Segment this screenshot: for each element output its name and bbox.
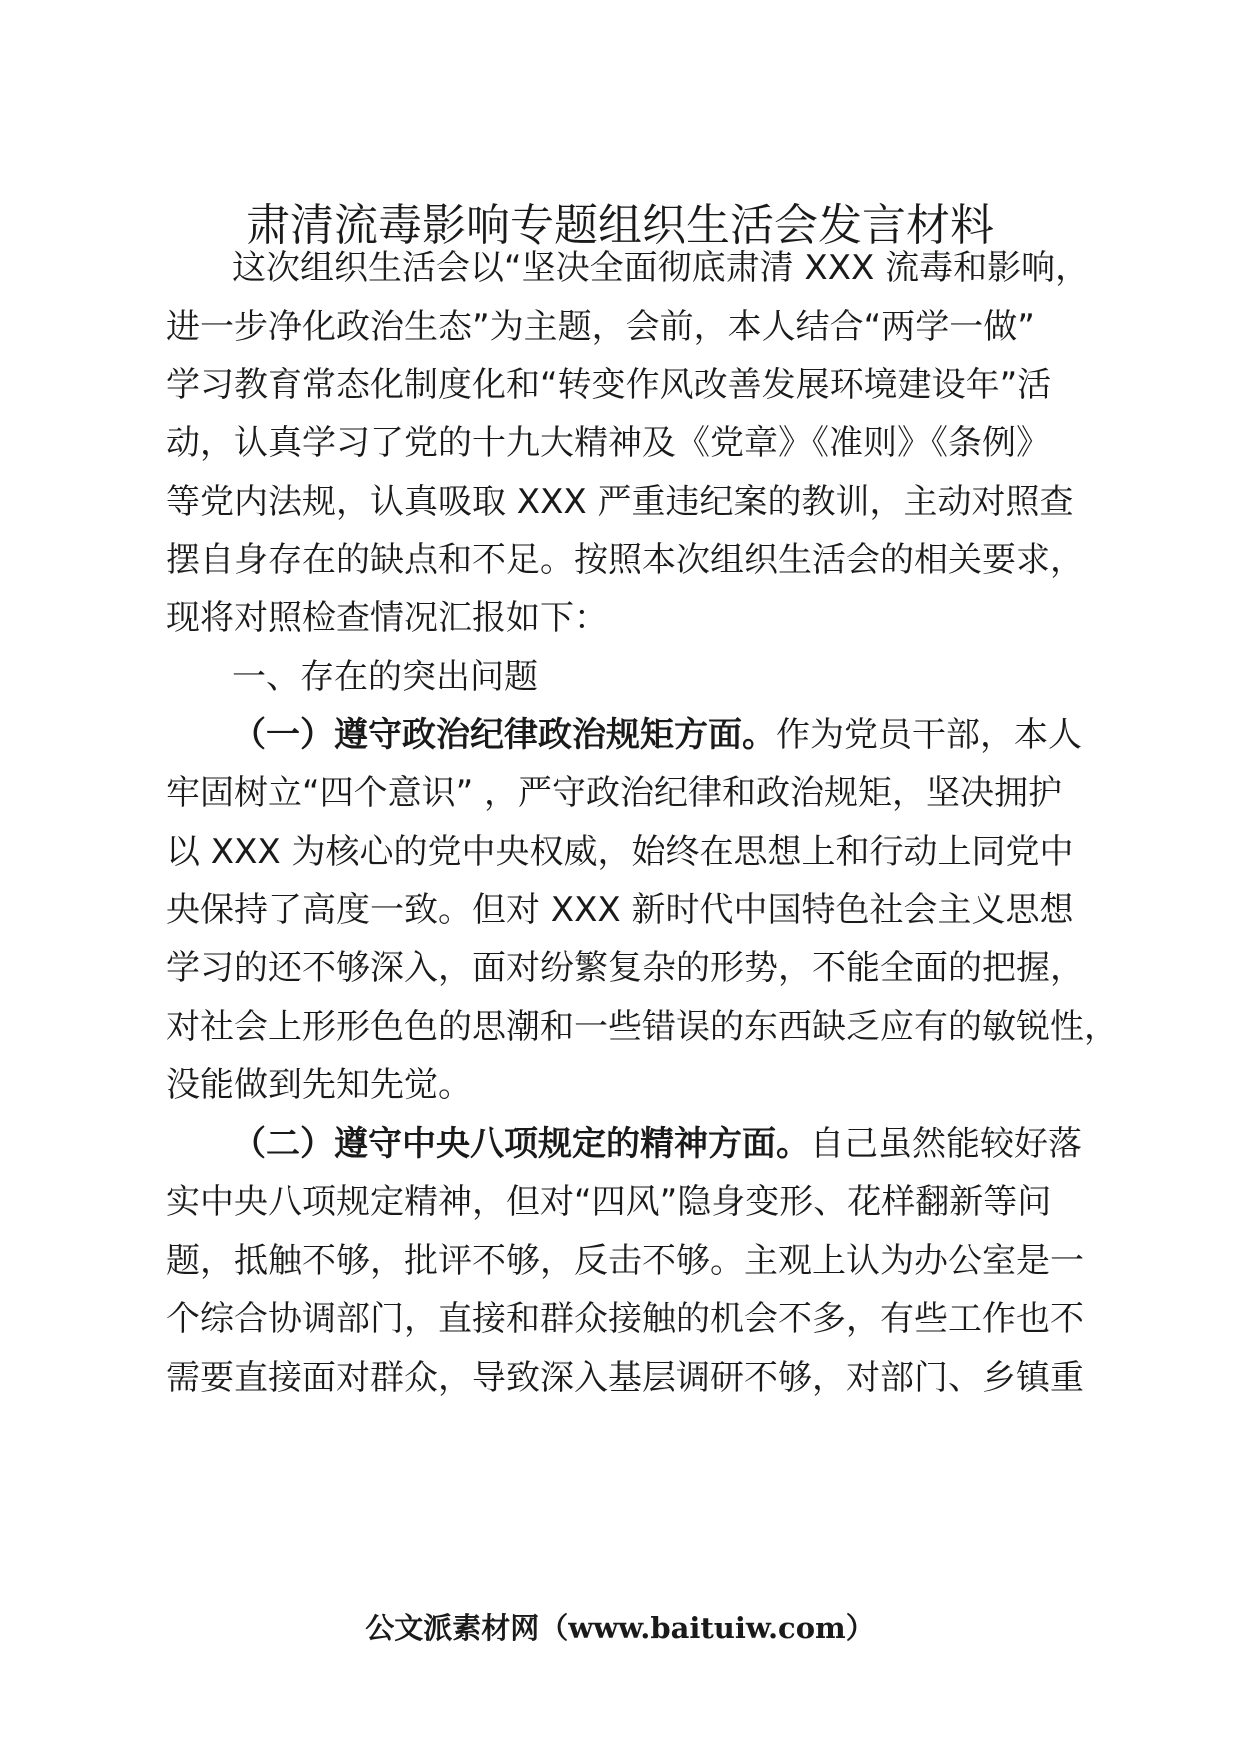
paragraph-text: 作为党员干部，本人 [776,715,1082,755]
subsection-heading-1: （一）遵守政治纪律政治规矩方面。 [232,715,776,755]
paragraph-line: 学习教育常态化制度化和“转变作风改善发展环境建设年”活 [166,365,1052,405]
paragraph-line: 以 XXX 为核心的党中央权威，始终在思想上和行动上同党中 [166,832,1074,872]
section-heading: 一、存在的突出问题 [232,657,538,697]
paragraph-line: 动，认真学习了党的十九大精神及《党章》《准则》《条例》 [166,423,1050,463]
subsection-line [232,1122,1082,1166]
paragraph-line: 等党内法规，认真吸取 XXX 严重违纪案的教训，主动对照查 [166,482,1074,522]
paragraph-text: 自己虽然能较好落 [810,1124,1082,1164]
paragraph-line: 需要直接面对群众，导致深入基层调研不够，对部门、乡镇重 [166,1358,1084,1398]
footer-watermark: 公文派素材网（www.baituiw.com） [365,1611,875,1645]
subsection-line [232,713,1082,757]
paragraph-line: 牢固树立“四个意识” ，严守政治纪律和政治规矩，坚决拥护 [166,773,1063,813]
paragraph-line: 央保持了高度一致。但对 XXX 新时代中国特色社会主义思想 [166,890,1074,930]
paragraph-line: 题，抵触不够，批评不够，反击不够。主观上认为办公室是一 [166,1241,1084,1281]
paragraph-line: 这次组织生活会以“坚决全面彻底肃清 XXX 流毒和影响， [232,248,1090,288]
paragraph-line: 摆自身存在的缺点和不足。按照本次组织生活会的相关要求， [166,540,1084,580]
paragraph-line: 现将对照检查情况汇报如下： [166,598,608,638]
paragraph-line: 学习的还不够深入，面对纷繁复杂的形势，不能全面的把握， [166,948,1084,988]
paragraph-line: 没能做到先知先觉。 [166,1065,472,1105]
paragraph-line: 个综合协调部门，直接和群众接触的机会不多，有些工作也不 [166,1299,1084,1339]
paragraph-line: 实中央八项规定精神，但对“四风”隐身变形、花样翻新等问 [166,1182,1052,1222]
document-title: 肃清流毒影响专题组织生活会发言材料 [246,200,994,251]
paragraph-line: 进一步净化政治生态”为主题，会前，本人结合“两学一做” [166,307,1035,347]
subsection-heading-2: （二）遵守中央八项规定的精神方面。 [232,1124,810,1164]
paragraph-line: 对社会上形形色色的思潮和一些错误的东西缺乏应有的敏锐性， [166,1007,1118,1047]
